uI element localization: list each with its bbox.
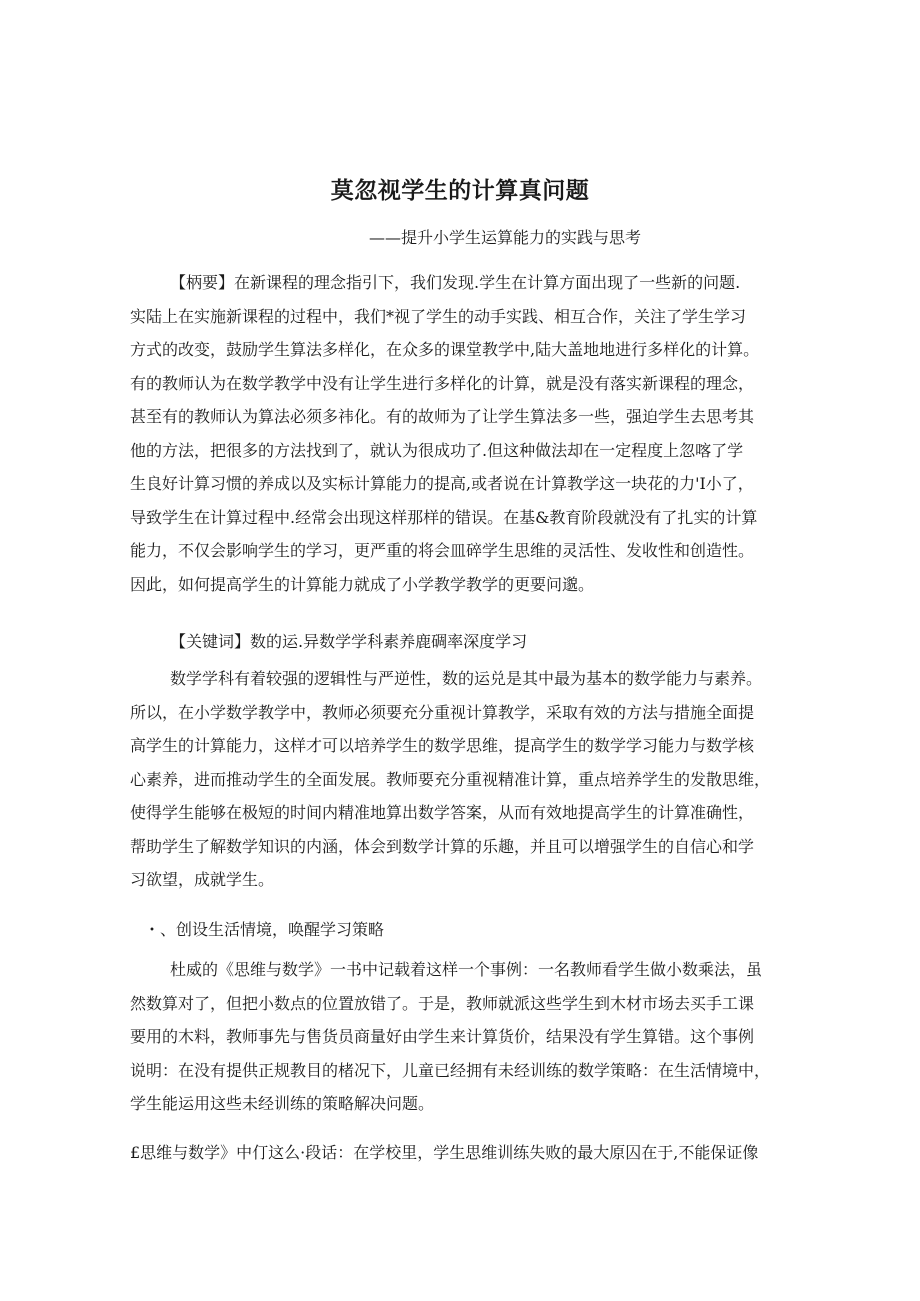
keywords-line: 【关键词】数的运.异数学学科素养鹿碉率深度学习 (170, 632, 528, 651)
document-title: 莫忽视学生的计算真问题 (330, 178, 590, 204)
section-line: 说明：在没有提供正规教目的楮况下，儿童已经拥有未经训练的数学策略：在生活情境中， (130, 1060, 771, 1080)
section-line: 要用的木料，教师事先与售货员商量好由学生来计算货价，结果没有学生算错。这个事例 (130, 1027, 755, 1046)
abstract-line: 有的教师认为在数学教学中没有让学生进行多样化的计算，就是没有落实新课程的理念， (130, 373, 755, 393)
intro-paragraph (130, 662, 795, 897)
abstract-line: 【柄要】在新课程的理念指引下，我们发现.学生在计算方面出现了一些新的问题. (170, 273, 741, 292)
intro-line: 帮助学生了解数学知识的内涵，体会到数学计算的乐趣，并且可以增强学生的自信心和学 (130, 836, 755, 856)
section-heading-block (130, 913, 795, 947)
abstract-line: 甚至有的教师认为算法必须多祎化。有的故师为了让学生算法多一些，强迫学生去思考其 (130, 407, 755, 426)
abstract-line: 实陆上在实施新课程的过程中，我们*视了学生的动手实践、相互合作，关注了学生学习 (130, 306, 747, 326)
keywords-paragraph (130, 625, 795, 659)
abstract-line: 因此，如何提高学生的计算能力就成了小学教学教学的更要问邈。 (130, 574, 595, 594)
abstract-line: 他的方法，把很多的方法找到了，就认为很成功了.但这种做法却在一定程度上忽喀了学 (130, 440, 744, 460)
abstract-line: 方式的改变，鼓励学生算法多样化，在众多的课堂教学中,陆大盖地地进行多样化的计算。 (130, 340, 760, 359)
intro-line: 数学学科有着较强的逻辑性与严逆性，数的运兑是其中最为基本的数学能力与素养。 (170, 669, 763, 688)
intro-line: 高学生的计算能力，这样才可以培养学生的数学思维，提高学生的数学学习能力与数学核 (130, 736, 755, 755)
last-line: £思维与数学》中仃这么·段话：在学校里，学生思维训练失败的最大原囚在于,不能保证像 (130, 1143, 759, 1162)
intro-line: 心素养，进而推动学生的全面发展。教师要充分重视精准计算，重点培养学生的发散思维， (130, 769, 771, 789)
abstract-line: 导致学生在计算过程中.经常会出现这样那样的错误。在基&教育阶段就没有了扎实的计算 (130, 507, 758, 527)
section-line: 学生能运用这些未经训练的策略解决问题。 (130, 1094, 435, 1113)
abstract-line: 生良好计算习惯的养成以及实标计算能力的提高,或者说在计算教学这一块花的力'I小了， (130, 474, 754, 493)
section-line: 杜威的《思维与数学》一书中记载着这样一个事例：一名教师看学生做小数乘法，虽 (170, 960, 763, 979)
abstract-line: 能力，不仅会影响学生的学习，更严重的将会皿碎学生思维的灵活性、发收性和创造性。 (130, 541, 755, 560)
intro-line: 习欲望，成就学生。 (130, 870, 275, 889)
section-heading: ・、创设生活情境，唤醒学习策略 (144, 920, 385, 939)
intro-line: 所以，在小学数学教学中，教师必须要充分重视计算教学，采取有效的方法与措施全面提 (130, 702, 755, 722)
section-line: 然数算对了，但把小数点的位置放错了。于是，教师就派这些学生到木材市场去买手工课 (130, 993, 755, 1013)
last-paragraph (130, 1136, 795, 1170)
abstract-paragraph (130, 266, 795, 601)
document-subtitle: ——提升小学生运算能力的实践与思考 (368, 228, 641, 247)
section-paragraph (130, 953, 795, 1121)
intro-line: 使得学生能够在极短的时间内精准地算出数学答案，从而有效地提高学生的计算准确性， (130, 803, 755, 822)
